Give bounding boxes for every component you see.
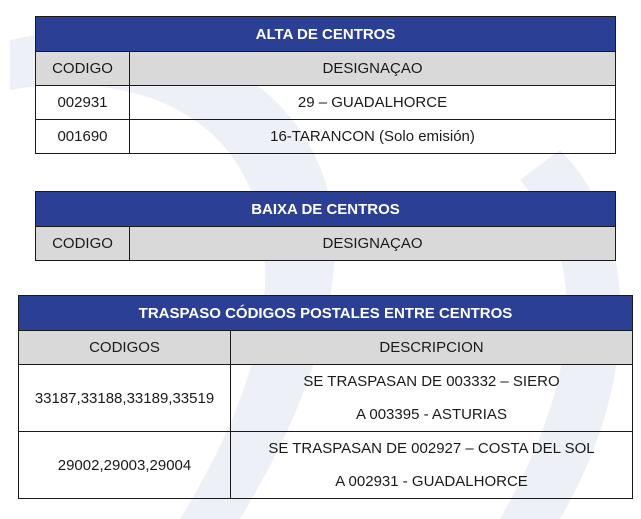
traspaso-desc-cell <box>231 432 633 499</box>
alta-code-cell: 002931 <box>36 86 130 120</box>
traspaso-table <box>18 295 633 499</box>
traspaso-desc-line2: A 002931 - GUADALHORCE <box>335 473 528 490</box>
alta-desc-cell: 29 – GUADALHORCE <box>130 86 616 120</box>
traspaso-col-codes: CODIGOS <box>19 331 231 365</box>
table-row <box>36 86 616 120</box>
traspaso-desc-line2: A 003395 - ASTURIAS <box>356 406 507 423</box>
traspaso-title: TRASPASO CÓDIGOS POSTALES ENTRE CENTROS <box>19 296 633 331</box>
alta-col-desc: DESIGNAÇAO <box>130 52 616 86</box>
baixa-col-desc: DESIGNAÇAO <box>130 227 616 261</box>
baixa-table <box>35 191 616 261</box>
baixa-col-code: CODIGO <box>36 227 130 261</box>
baixa-title: BAIXA DE CENTROS <box>36 192 616 227</box>
alta-table <box>35 16 616 154</box>
traspaso-desc-cell <box>231 365 633 432</box>
alta-desc-cell: 16-TARANCON (Solo emisión) <box>130 120 616 154</box>
alta-title: ALTA DE CENTROS <box>36 17 616 52</box>
alta-code-cell: 001690 <box>36 120 130 154</box>
traspaso-desc-line1: SE TRASPASAN DE 003332 – SIERO <box>303 373 560 390</box>
traspaso-desc-line1: SE TRASPASAN DE 002927 – COSTA DEL SOL <box>268 440 595 457</box>
traspaso-col-desc: DESCRIPCION <box>231 331 633 365</box>
traspaso-codes-cell: 29002,29003,29004 <box>19 432 231 499</box>
traspaso-codes-cell: 33187,33188,33189,33519 <box>19 365 231 432</box>
table-row <box>36 120 616 154</box>
table-row <box>19 432 633 499</box>
table-row <box>19 365 633 432</box>
alta-col-code: CODIGO <box>36 52 130 86</box>
